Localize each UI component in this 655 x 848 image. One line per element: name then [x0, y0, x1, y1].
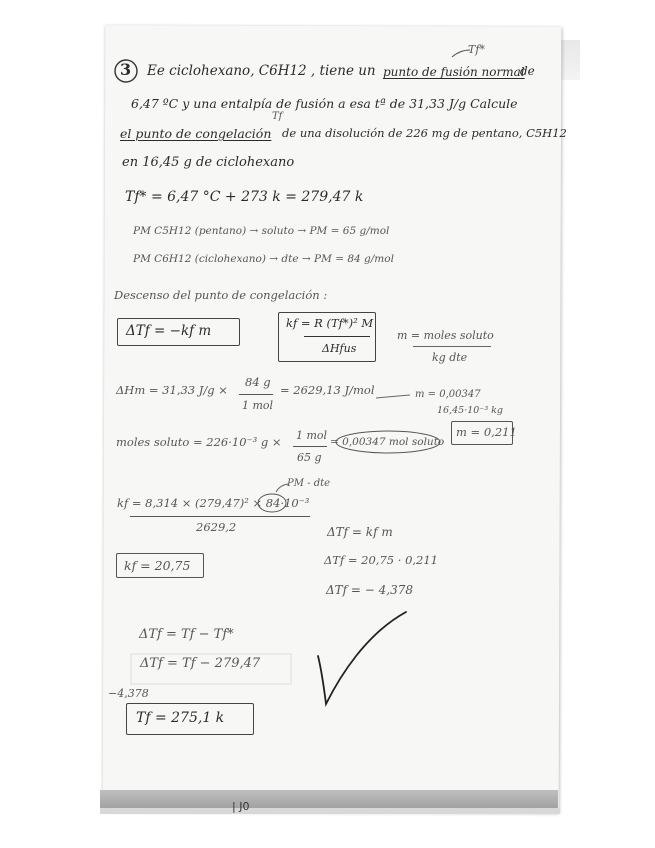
dhm-left: ΔHm = 31,33 J/g ×	[116, 383, 228, 397]
tf-note: Tf	[272, 111, 283, 122]
moles-result-circle	[336, 431, 440, 453]
statement-line3-a: el punto de congelación	[120, 126, 272, 141]
formula-kf-den: ΔHfus	[322, 342, 357, 355]
moles-result: = 0,00347 mol soluto	[330, 436, 445, 448]
kf-line: kf = 8,314 × (279,47)² × 84·10⁻³	[117, 496, 310, 510]
formula-delta: ΔTf = −kf m	[126, 323, 212, 339]
bottom-fragment-text: | J0	[232, 800, 250, 813]
m-note-num: m = 0,00347	[415, 389, 481, 400]
kf-den: 2629,2	[196, 520, 237, 534]
bottom-edge	[100, 808, 560, 814]
problem-number-circle	[115, 60, 137, 82]
dt-line1: ΔTf = kf m	[327, 525, 393, 539]
moles-left: moles soluto = 226·10⁻³ g ×	[116, 435, 282, 449]
tf-star-pointer	[452, 50, 470, 57]
formula-kf-num: kf = R (Tf*)² M	[286, 316, 374, 330]
m-box-value: m = 0,211	[456, 425, 517, 439]
pm-dte-pointer	[276, 484, 288, 492]
final-line1: ΔTf = Tf − Tf*	[139, 627, 234, 642]
faint-box	[131, 654, 291, 684]
dt-line3: ΔTf = − 4,378	[326, 583, 414, 597]
dhm-frac-den: 1 mol	[242, 399, 274, 412]
molalidad-num: m = moles soluto	[397, 329, 494, 342]
statement-line4: en 16,45 g de ciclohexano	[122, 155, 295, 170]
final-negative: −4,378	[108, 687, 149, 700]
final-line2: ΔTf = Tf − 279,47	[140, 656, 261, 671]
statement-line1-b: punto de fusión normal	[383, 65, 525, 79]
check-mark	[318, 612, 406, 704]
dhm-arrow	[376, 395, 410, 398]
statement-line1-a: Ee ciclohexano, C6H12 , tiene un	[147, 63, 376, 79]
tf-star-note: Tf*	[468, 43, 485, 56]
statement-line2: 6,47 ºC y una entalpía de fusión a esa tª de 31,33 J/g Calcule	[131, 96, 518, 111]
moles-frac-num: 1 mol	[296, 429, 328, 442]
statement-line1-c: de	[520, 64, 535, 78]
moles-frac-den: 65 g	[297, 451, 322, 464]
kf-box-value: kf = 20,75	[124, 558, 191, 573]
problem-number: 3	[120, 60, 132, 79]
m-note-den: 16,45·10⁻³ kg	[437, 405, 503, 416]
molalidad-den: kg dte	[432, 351, 468, 364]
kf-84-circle	[258, 494, 286, 512]
dhm-result: = 2629,13 J/mol	[280, 383, 375, 397]
pm-ciclohexano: PM C6H12 (ciclohexano) → dte → PM = 84 g/mol	[133, 253, 394, 265]
final-box-value: Tf = 275,1 k	[136, 710, 225, 726]
statement-line3-b: de una disolución de 226 mg de pentano, C5H12	[282, 126, 567, 140]
descenso-title: Descenso del punto de congelación :	[114, 288, 328, 302]
pm-dte-note: PM - dte	[287, 478, 331, 489]
tf-star-calc: Tf* = 6,47 °C + 273 k = 279,47 k	[125, 189, 364, 205]
dt-line2: ΔTf = 20,75 · 0,211	[324, 553, 438, 567]
pm-pentano: PM C5H12 (pentano) → soluto → PM = 65 g/mol	[133, 225, 390, 237]
dhm-frac-num: 84 g	[245, 375, 271, 389]
